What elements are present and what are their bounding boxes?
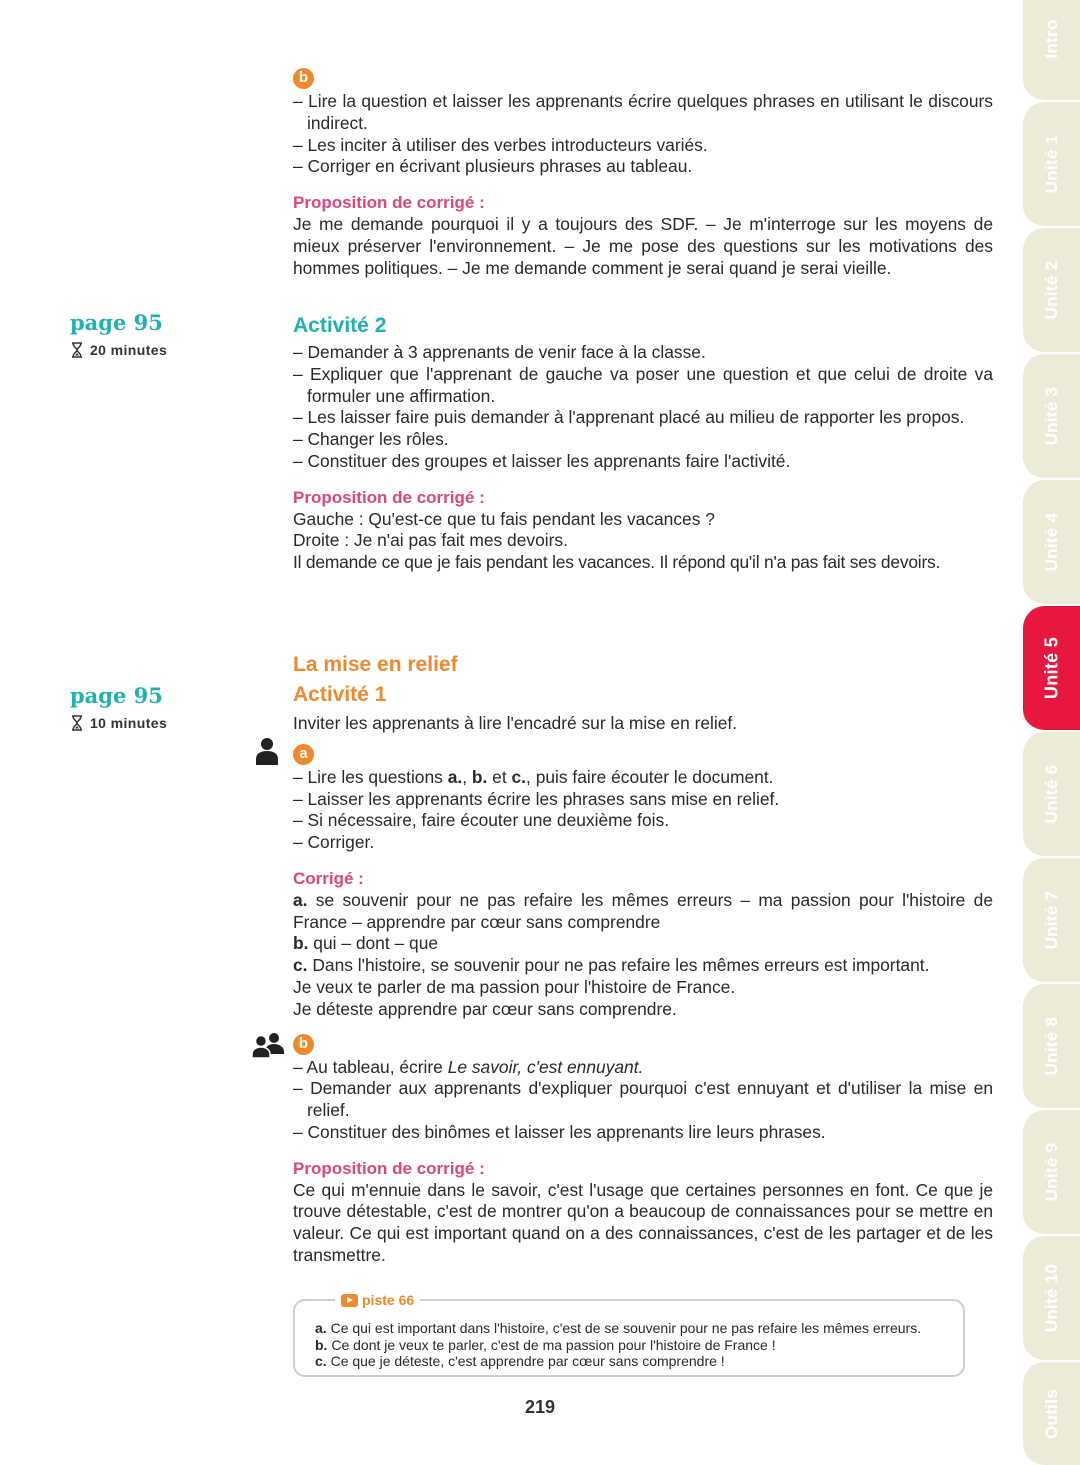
marker-b: b [293, 1034, 314, 1055]
instruction-item: – Les laisser faire puis demander à l'apprenant placé au milieu de rapporter les propos. [293, 407, 965, 428]
instruction-item: – Au tableau, écrire Le savoir, c'est ennuyant. [293, 1056, 644, 1077]
tab-unite-5[interactable]: Unité 5 [1023, 606, 1080, 732]
page-reference: page 95 [70, 683, 163, 708]
page-number: 219 [524, 1397, 556, 1417]
audio-transcript-box [293, 1292, 965, 1377]
tab-unite-9[interactable]: Unité 9 [1023, 1110, 1080, 1236]
proposal-text: Je me demande pourquoi il y a toujours des SDF. – Je m'interroge sur les moyens de mieux préserver l'environnement. – Je me pose des questions sur les motivations des hommes politiques. – Je me demande comment je serai quand je serai vieille. [293, 213, 993, 278]
tab-outils[interactable]: Outils [1023, 1362, 1080, 1465]
proposal-line: Droite : Je n'ai pas fait mes devoirs. [293, 530, 568, 551]
tab-unite-3[interactable]: Unité 3 [1023, 354, 1080, 480]
proposal-text: Ce qui m'ennuie dans le savoir, c'est l'usage que certaines personnes en font. Ce que je trouve détestable, c'est de montrer qu'on a beaucoup de connaissances pour se mettre en valeur. Ce qui est important quand on a des connaissances, c'est de les partager et de les transmettre. [293, 1179, 993, 1265]
instruction-item: – Laisser les apprenants écrire les phrases sans mise en relief. [293, 788, 780, 809]
instruction-item: – Les inciter à utiliser des verbes introducteurs variés. [293, 134, 708, 155]
instruction-item: – Si nécessaire, faire écouter une deuxième fois. [293, 810, 670, 831]
proposal-label: Proposition de corrigé : [293, 193, 485, 213]
proposal-line: Gauche : Qu'est-ce que tu fais pendant les vacances ? [293, 508, 715, 529]
activity-title: Activité 1 [293, 683, 387, 706]
section-b-continued [293, 66, 993, 279]
play-icon[interactable] [341, 1294, 358, 1307]
marker-a: a [293, 744, 314, 765]
instruction-item: – Corriger. [293, 832, 375, 853]
audio-track-label[interactable]: piste 66 [335, 1292, 420, 1308]
unit-tabs [1023, 0, 1080, 1465]
answer-a: a. se souvenir pour ne pas refaire les mêmes erreurs – ma passion pour l'histoire de France – apprendre par cœur sans comprendre [293, 889, 993, 932]
tab-unite-7[interactable]: Unité 7 [1023, 858, 1080, 984]
tab-unite-4[interactable]: Unité 4 [1023, 480, 1080, 606]
transcript-line: a. Ce qui est important dans l'histoire, c'est de se souvenir pour ne pas refaire les mêmes erreurs. [315, 1320, 922, 1336]
mise-en-relief-section [293, 651, 993, 1267]
tab-unite-2[interactable]: Unité 2 [1023, 228, 1080, 354]
instruction-item: – Lire la question et laisser les apprenants écrire quelques phrases en utilisant le discours indirect. [293, 91, 993, 133]
section-heading: La mise en relief [293, 653, 458, 676]
duration-text: 20 minutes [90, 342, 168, 358]
marker-b: b [293, 68, 314, 89]
transcript-line: c. Ce que je déteste, c'est apprendre par cœur sans comprendre ! [315, 1353, 725, 1369]
hourglass-icon [70, 715, 84, 731]
tab-unite-8[interactable]: Unité 8 [1023, 984, 1080, 1110]
instruction-item: – Demander à 3 apprenants de venir face à la classe. [293, 342, 706, 362]
duration-text: 10 minutes [90, 715, 168, 731]
hourglass-icon [70, 342, 84, 358]
activity1-sidebar [70, 684, 167, 731]
duration [70, 715, 167, 731]
tab-unite-10[interactable]: Unité 10 [1023, 1236, 1080, 1362]
answer-b: b. qui – dont – que [293, 933, 439, 954]
tab-intro[interactable]: Intro [1023, 0, 1080, 102]
proposal-label: Proposition de corrigé : [293, 1158, 485, 1178]
activity-title: Activité 2 [293, 314, 387, 337]
page-reference: page 95 [70, 310, 163, 335]
corrige-label: Corrigé : [293, 868, 364, 888]
activity2-sidebar [70, 311, 167, 358]
tab-unite-6[interactable]: Unité 6 [1023, 732, 1080, 858]
intro-text: Inviter les apprenants à lire l'encadré sur la mise en relief. [293, 713, 738, 733]
transcript-line: b. Ce dont je veux te parler, c'est de ma passion pour l'histoire de France ! [315, 1336, 776, 1353]
single-person-icon [256, 737, 278, 765]
proposal-label: Proposition de corrigé : [293, 487, 485, 507]
instruction-item: – Constituer des groupes et laisser les apprenants faire l'activité. [293, 450, 791, 471]
proposal-line: Il demande ce que je fais pendant les vacances. Il répond qu'il n'a pas fait ses devoirs. [293, 552, 941, 573]
tab-unite-1[interactable]: Unité 1 [1023, 102, 1080, 228]
instruction-item: – Corriger en écrivant plusieurs phrases au tableau. [293, 156, 693, 177]
instruction-item: – Changer les rôles. [293, 429, 449, 450]
pair-people-icon [252, 1032, 284, 1058]
instruction-item: – Constituer des binômes et laisser les apprenants lire leurs phrases. [293, 1121, 826, 1142]
answer-c-line: Je veux te parler de ma passion pour l'histoire de France. [293, 976, 736, 997]
instruction-item: – Demander aux apprenants d'expliquer pourquoi c'est ennuyant et d'utiliser la mise en relief. [293, 1078, 993, 1121]
answer-c-line: Je déteste apprendre par cœur sans comprendre. [293, 998, 677, 1019]
instruction-item: – Lire les questions a., b. et c., puis faire écouter le document. [293, 766, 774, 787]
answer-c: c. Dans l'histoire, se souvenir pour ne pas refaire les mêmes erreurs est important. [293, 955, 930, 976]
instruction-item: – Expliquer que l'apprenant de gauche va poser une question et que celui de droite va formuler une affirmation. [293, 363, 993, 406]
activity2 [293, 313, 993, 574]
duration [70, 342, 167, 358]
